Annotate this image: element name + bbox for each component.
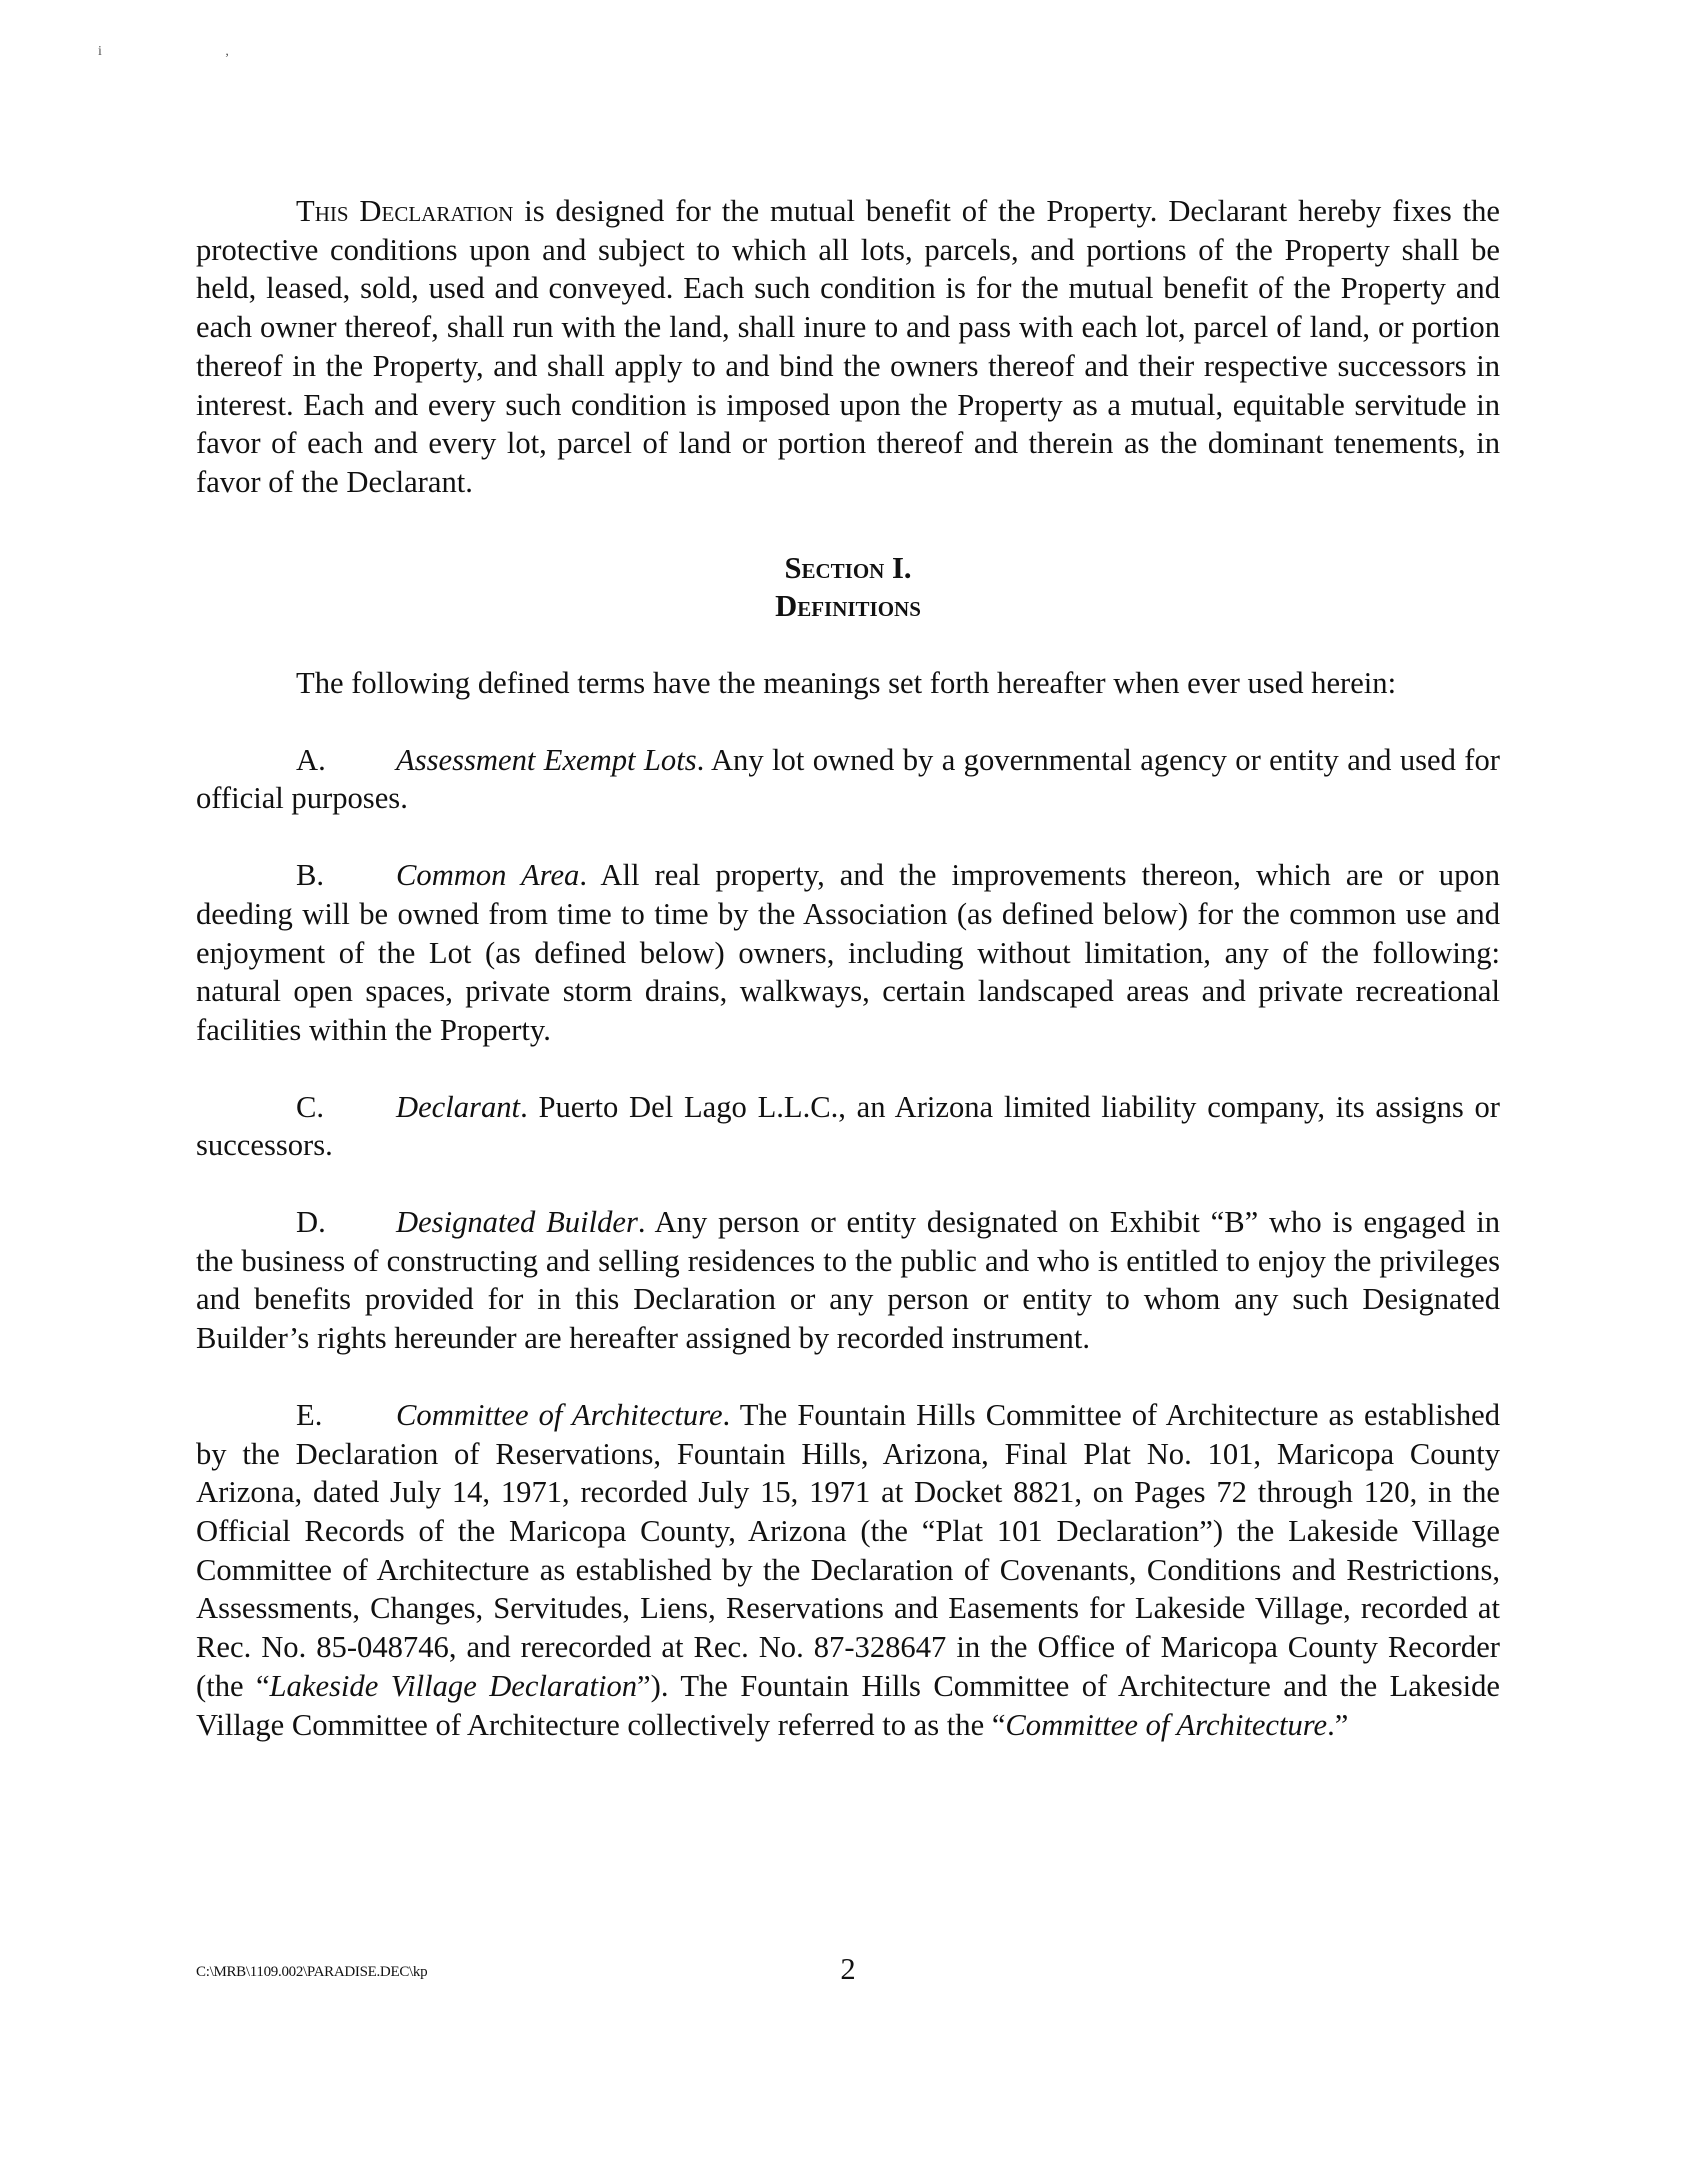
definition-text-middle: ”). The Fountain Hills Committee of Architecture and the Lakeside Village Committee of Architecture collectively referred to as the “	[196, 1668, 1500, 1742]
definition-letter: D.	[296, 1205, 326, 1240]
section-heading	[196, 549, 1500, 626]
preamble-paragraph	[196, 192, 1500, 502]
definition-text: . All real property, and the improvements thereon, which are or upon deeding will be owned from time to time by the Association (as defined below) for the common use and enjoyment of the Lot (as defined below) owners, including without limitation, any of the following: natural open spaces, private storm drains, walkways, certain landscaped areas and private recreational facilities within the Property.	[196, 858, 1500, 1047]
definitions-intro: The following defined terms have the meanings set forth hereafter when ever used herein:	[296, 666, 1397, 701]
section-title: Definitions	[775, 589, 921, 624]
page-number: 2	[840, 1952, 856, 1986]
definition-c	[196, 1088, 1500, 1165]
section-number: Section I.	[784, 550, 912, 585]
definition-b	[196, 856, 1500, 1050]
definition-term: Designated Builder	[396, 1205, 638, 1240]
definition-text-after: .”	[1327, 1707, 1349, 1742]
footer-file-path: C:\MRB\1109.002\PARADISE.DEC\kp	[196, 1964, 428, 1980]
definition-d	[196, 1203, 1500, 1358]
preamble-lead: This Declaration	[296, 194, 514, 228]
preamble-text: is designed for the mutual benefit of the Property. Declarant hereby fixes the protective conditions upon and subject to which all lots, parcels, and portions of the Property shall be held, leased, sold, used and conveyed. Each such condition is for the mutual benefit of the Property and each owner thereof, shall run with the land, shall inure to and pass with each lot, parcel of land, or portion thereof in the Property, and shall apply to and bind the owners thereof and their respective successors in interest. Each and every such condition is imposed upon the Property as a mutual, equitable servitude in favor of each and every lot, parcel of land or portion thereof and therein as the dominant tenements, in favor of the Declarant.	[196, 194, 1500, 499]
definition-term: Declarant	[396, 1089, 521, 1124]
definition-term: Committee of Architecture	[396, 1397, 723, 1432]
scan-corner-marks: i ,	[98, 44, 289, 59]
definition-text: . Any person or entity designated on Exhibit “B” who is engaged in the business of constructing and selling residences to the public and who is entitled to enjoy the privileges and benefits provided for in this Declaration or any person or entity to whom any such Designated Builder’s rights hereunder are hereafter assigned by recorded instrument.	[196, 1205, 1500, 1356]
definition-term: Assessment Exempt Lots	[396, 742, 697, 777]
definition-a	[196, 741, 1500, 818]
definition-text: . Puerto Del Lago L.L.C., an Arizona limited liability company, its assigns or successors.	[196, 1089, 1500, 1163]
definition-e	[196, 1396, 1500, 1744]
document-page	[196, 192, 1500, 1744]
definition-letter: B.	[296, 858, 325, 893]
definition-letter: E.	[296, 1397, 323, 1432]
definition-text-before: . The Fountain Hills Committee of Architecture as established by the Declaration of Reservations, Fountain Hills, Arizona, Final Plat No. 101, Maricopa County Arizona, dated July 14, 1971, recorded July 15, 1971 at Docket 8821, on Pages 72 through 120, in the Official Records of the Maricopa County, Arizona (the “Plat 101 Declaration”) the Lakeside Village Committee of Architecture as established by the Declaration of Covenants, Conditions and Restrictions, Assessments, Changes, Servitudes, Liens, Reservations and Easements for Lakeside Village, recorded at Rec. No. 85-048746, and rerecorded at Rec. No. 87-328647 in the Office of Maricopa County Recorder (the “	[196, 1397, 1500, 1703]
definition-text: . Any lot owned by a governmental agency or entity and used for official purposes.	[196, 742, 1500, 816]
definition-term: Common Area	[396, 858, 580, 893]
inline-term-lakeside: Lakeside Village Declaration	[269, 1668, 638, 1703]
definition-letter: A.	[296, 742, 326, 777]
definition-letter: C.	[296, 1089, 325, 1124]
inline-term-committee: Committee of Architecture	[1005, 1707, 1328, 1742]
